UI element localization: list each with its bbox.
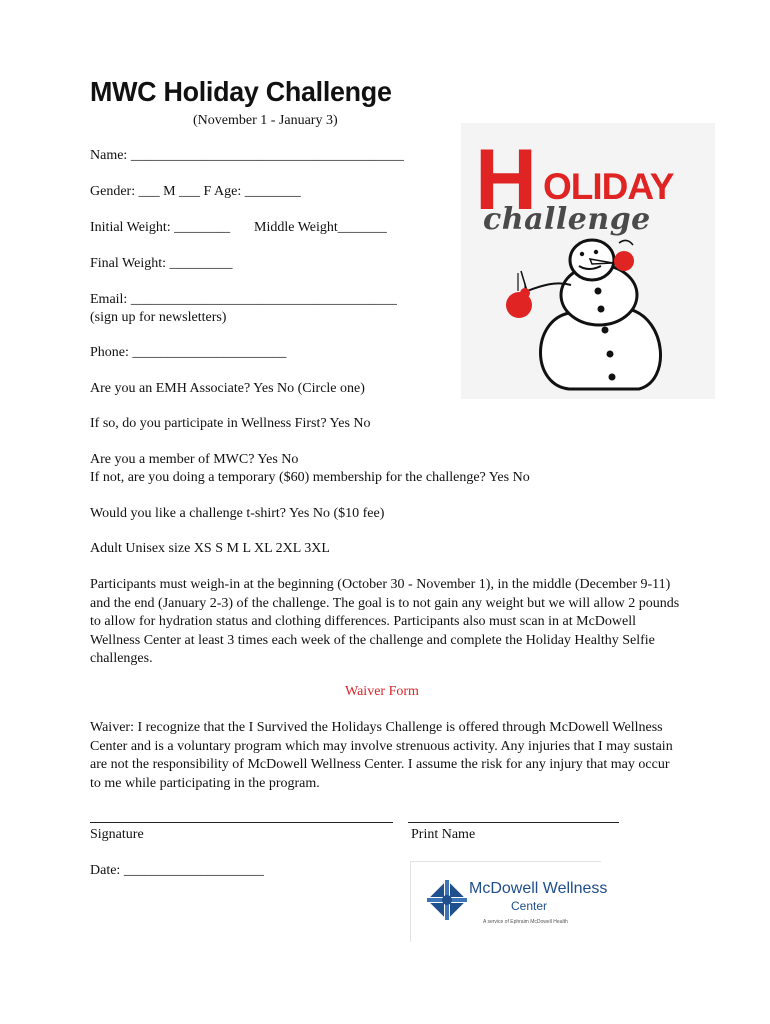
- email-note: (sign up for newsletters): [90, 310, 227, 325]
- rules-paragraph: Participants must weigh-in at the beginning (October 30 - November 1), in the middle (December 9-11) and the end (January 2-3) of the challenge. The goal is to not gain any weight but we will allow 2 pounds to allow for hydration status and clothing differences. Participants also must scan in at McDowell Wellness Center at least 3 times each week of the challenge and complete the Holiday Healthy Selfie challenges.: [90, 577, 680, 666]
- initial-weight-field[interactable]: Initial Weight: ________: [90, 220, 231, 235]
- word-oliday: OLIDAY: [543, 166, 674, 207]
- temp-membership-question[interactable]: If not, are you doing a temporary ($60) membership for the challenge? Yes No: [90, 470, 530, 485]
- date-field[interactable]: Date: ____________________: [90, 863, 264, 878]
- gender-age-field[interactable]: Gender: ___ M ___ F Age: ________: [90, 184, 301, 199]
- page-title: MWC Holiday Challenge: [90, 76, 392, 107]
- emh-question[interactable]: Are you an EMH Associate? Yes No (Circle one): [90, 381, 365, 396]
- holiday-challenge-artwork: [461, 123, 715, 399]
- final-weight-field[interactable]: Final Weight: _________: [90, 256, 233, 271]
- logo-sub: Center: [511, 899, 548, 913]
- waiver-text: Waiver: I recognize that the I Survived the Holidays Challenge is offered through McDowell Wellness Center and is a voluntary program which may involve strenuous activity. Any injuries that I may sustain are not the responsibility of McDowell Wellness Center. I assume the risk for any injury that may occur to me while participating in the program.: [90, 720, 673, 791]
- phone-field[interactable]: Phone: ______________________: [90, 345, 287, 360]
- shirt-size-options[interactable]: Adult Unisex size XS S M L XL 2XL 3XL: [90, 541, 330, 556]
- email-field[interactable]: Email: ______________________________________: [90, 292, 397, 307]
- mcdowell-emblem-icon: [411, 862, 601, 942]
- signature-label: Signature: [90, 827, 144, 842]
- mwc-member-question[interactable]: Are you a member of MWC? Yes No: [90, 452, 299, 467]
- word-challenge: challenge: [483, 202, 651, 237]
- signature-line[interactable]: [90, 822, 393, 823]
- waiver-heading: Waiver Form: [345, 684, 419, 699]
- big-letter-h: H: [475, 132, 538, 228]
- logo-tagline: A service of Ephraim McDowell Health: [483, 919, 568, 925]
- mcdowell-logo: [410, 861, 608, 942]
- name-field[interactable]: Name: _______________________________________: [90, 148, 404, 163]
- print-name-label: Print Name: [411, 827, 476, 842]
- print-name-line[interactable]: [408, 822, 619, 823]
- tshirt-question[interactable]: Would you like a challenge t-shirt? Yes No ($10 fee): [90, 506, 385, 521]
- snowman-illustration: [461, 123, 715, 399]
- ornament-right: [614, 251, 634, 271]
- date-range: (November 1 - January 3): [193, 113, 338, 128]
- middle-weight-field[interactable]: Middle Weight_______: [254, 220, 387, 235]
- logo-name: McDowell Wellness: [469, 880, 608, 897]
- wellness-first-question[interactable]: If so, do you participate in Wellness First? Yes No: [90, 416, 371, 431]
